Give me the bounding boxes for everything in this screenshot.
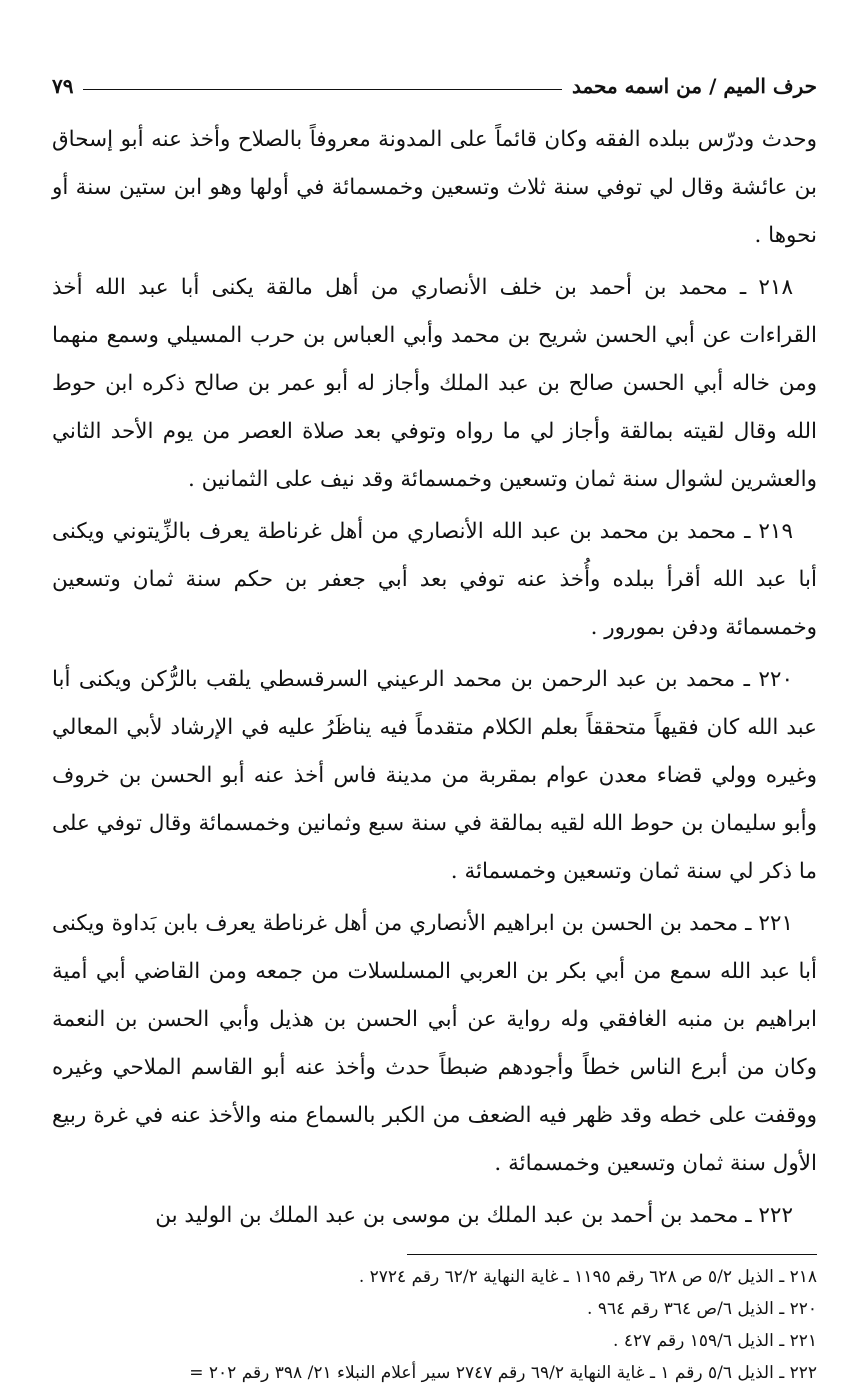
page-number: ٧٩	[52, 74, 74, 98]
footnote-221: ٢٢١ ـ الذيل ١٥٩/٦ رقم ٤٢٧ .	[613, 1331, 817, 1351]
footnotes	[52, 1261, 817, 1389]
paragraph-continuation: وحدث ودرّس ببلده الفقه وكان قائماً على المدونة معروفاً بالصلاح وأخذ عنه أبو إسحاق بن عائشة وقال لي توفي سنة ثلاث وتسعين وخمسمائة في أولها وهو ابن ستين سنة أو نحوها .	[52, 127, 817, 248]
main-text	[52, 116, 817, 1240]
footnote-220: ٢٢٠ ـ الذيل ٦/ص ٣٦٤ رقم ٩٦٤ .	[587, 1299, 817, 1319]
entry-221: ٢٢١ ـ محمد بن الحسن بن ابراهيم الأنصاري من أهل غرناطة يعرف بابن بَداوة ويكنى أبا عبد الله سمع من أبي بكر بن العربي المسلسلات من جمعه ومن القاضي أبي أمية ابراهيم بن منبه الغافقي وله رواية عن أبي الحسن بن هذيل وأبي الحسن بن النعمة وكان من أبرع الناس خطاً وأجودهم ضبطاً حدث وأخذ عنه أبو القاسم الملاحي وغيره ووقفت على خطه وقد ظهر فيه الضعف من الكبر بالسماع منه والأخذ عنه في غرة ربيع الأول سنة ثمان وتسعين وخمسمائة .	[52, 911, 817, 1176]
running-head: حرف الميم / من اسمه محمد	[571, 74, 817, 98]
footnote-divider	[407, 1254, 817, 1255]
entry-222: ٢٢٢ ـ محمد بن أحمد بن عبد الملك بن موسى بن عبد الملك بن الوليد بن	[155, 1203, 793, 1228]
entry-220: ٢٢٠ ـ محمد بن عبد الرحمن بن محمد الرعيني السرقسطي يلقب بالرُّكن ويكنى أبا عبد الله كان فقيهاً متحققاً بعلم الكلام متقدماً فيه يناظَرُ عليه في الإرشاد لأبي المعالي وغيره وولي قضاء معدن عوام بمقربة من مدينة فاس أخذ عنه أبو الحسن بن خروف وأبو سليمان بن حوط الله لقيه بمالقة في سنة سبع وثمانين وخمسمائة وقال توفي على ما ذكر لي سنة ثمان وتسعين وخمسمائة .	[52, 667, 817, 884]
entry-219: ٢١٩ ـ محمد بن محمد بن عبد الله الأنصاري من أهل غرناطة يعرف بالزِّيتوني ويكنى أبا عبد الله أقرأ ببلده وأُخذ عنه توفي بعد أبي جعفر بن حكم سنة ثمان وتسعين وخمسمائة ودفن بمورور .	[52, 519, 817, 640]
entry-218: ٢١٨ ـ محمد بن أحمد بن خلف الأنصاري من أهل مالقة يكنى أبا عبد الله أخذ القراءات عن أبي الحسن شريح بن محمد وأبي العباس بن حرب المسيلي وسمع منهما ومن خاله أبي الحسن صالح بن عبد الملك وأجاز له أبو عمر بن صالح ذكره ابن حوط الله وقال لقيته بمالقة وأجاز لي ما رواه وتوفي بعد صلاة العصر من يوم الأحد الثاني والعشرين لشوال سنة ثمان وتسعين وخمسمائة وقد نيف على الثمانين .	[52, 275, 817, 492]
header-rule	[83, 89, 561, 90]
footnote-218: ٢١٨ ـ الذيل ٥/٢ ص ٦٢٨ رقم ١١٩٥ ـ غاية النهاية ٦٢/٢ رقم ٢٧٢٤ .	[358, 1267, 817, 1287]
page-header	[52, 58, 817, 98]
footnote-222: ٢٢٢ ـ الذيل ٥/٦ رقم ١ ـ غاية النهاية ٦٩/٢ رقم ٢٧٤٧ سير أعلام النبلاء ٢١/ ٣٩٨ رقم ٢٠٢ =	[189, 1363, 817, 1383]
